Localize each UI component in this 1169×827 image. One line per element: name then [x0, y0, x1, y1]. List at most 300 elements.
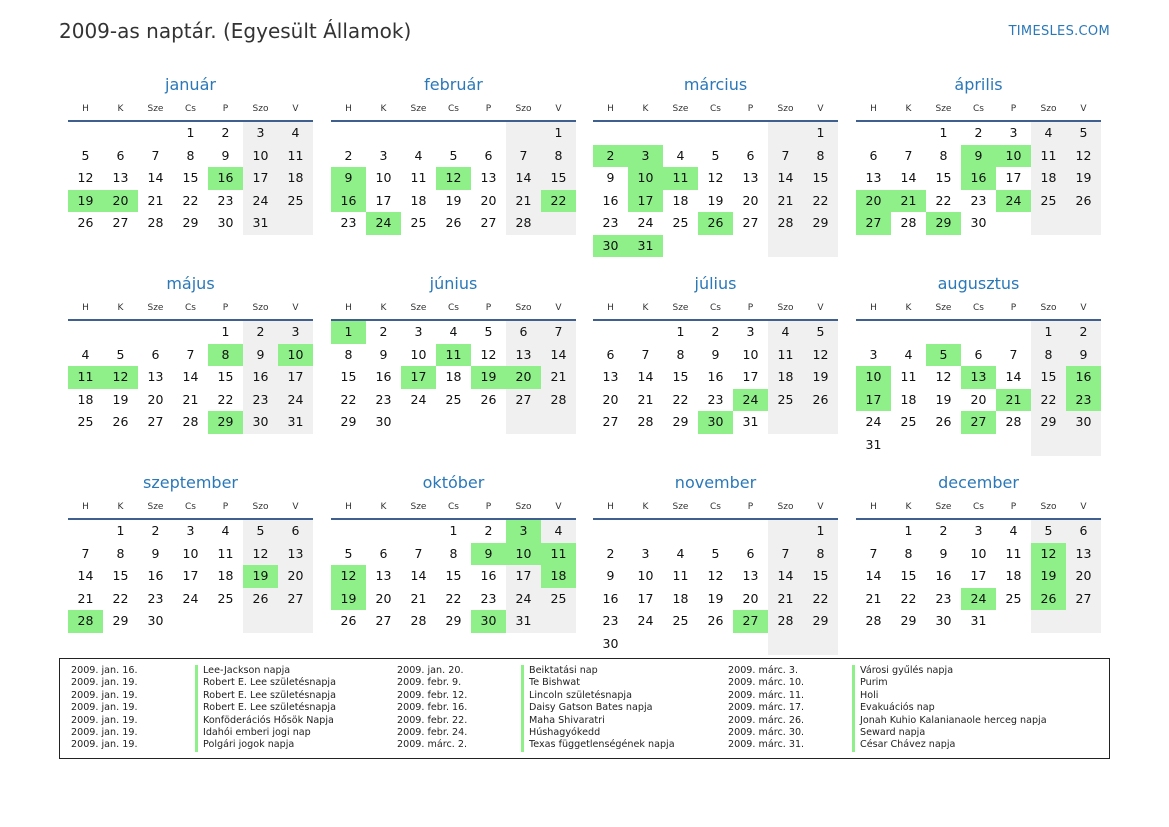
weekday-header [593, 301, 838, 321]
day-cell: 17 [243, 167, 278, 190]
month-calendar [68, 75, 313, 235]
legend-row [717, 739, 1047, 751]
holiday-day-cell: 29 [926, 212, 961, 235]
day-cell: 8 [939, 147, 948, 163]
day-cell: 21 [637, 391, 654, 407]
day-cell: 25 [410, 215, 427, 230]
legend-holiday-name: Idahói emberi jogi nap [195, 727, 311, 739]
legend-holiday-name: Maha Shivaratri [521, 715, 605, 727]
day-cell: 4 [449, 324, 458, 339]
day-cell: 23 [217, 192, 234, 208]
empty-cell [768, 633, 803, 656]
legend-row [386, 739, 675, 751]
day-cell: 6 [746, 545, 755, 561]
day-cell: 5 [1066, 122, 1101, 145]
day-cell: 17 [375, 192, 392, 208]
site-link[interactable]: TIMESLES.COM [1008, 24, 1110, 39]
weekday-label: Szo [1040, 104, 1057, 114]
month-name: február [424, 75, 483, 94]
day-cell: 15 [803, 167, 838, 190]
day-cell: 22 [445, 590, 462, 606]
day-cell: 6 [869, 147, 878, 163]
legend-row [717, 665, 1047, 677]
empty-cell [996, 212, 1031, 235]
day-cell: 13 [506, 344, 541, 367]
empty-cell [628, 321, 663, 344]
day-cell: 28 [541, 389, 576, 412]
holiday-day-cell: 8 [208, 344, 243, 367]
empty-cell [278, 610, 313, 633]
legend-holiday-name: Beiktatási nap [521, 665, 598, 677]
weekday-label: Szo [515, 104, 532, 114]
empty-cell [891, 122, 926, 145]
month-name: január [165, 75, 216, 94]
legend-row [60, 715, 336, 727]
day-cell: 9 [939, 545, 948, 561]
holiday-day-cell: 1 [331, 321, 366, 344]
empty-cell [996, 610, 1031, 633]
legend-date: 2009. jan. 16. [71, 665, 138, 676]
weekday-label: Sze [147, 303, 164, 313]
legend-date: 2009. jan. 19. [71, 714, 138, 726]
day-cell: 8 [676, 346, 685, 362]
day-cell: 2 [221, 125, 230, 140]
weekday-label: H [870, 502, 877, 512]
holiday-day-cell: 19 [331, 588, 366, 611]
day-cell: 7 [151, 147, 160, 163]
legend-holiday-name: Városi gyűlés napja [852, 665, 953, 677]
day-cell: 21 [182, 391, 199, 407]
empty-cell [926, 321, 961, 344]
day-cell: 14 [77, 568, 94, 583]
day-cell: 25 [541, 588, 576, 611]
holiday-day-cell: 19 [1031, 565, 1066, 588]
day-cell: 25 [1005, 590, 1022, 606]
holiday-day-cell: 20 [506, 366, 541, 389]
month-calendar [856, 274, 1101, 456]
holiday-day-cell: 24 [996, 190, 1031, 213]
legend-row [60, 665, 336, 677]
empty-cell [68, 321, 103, 344]
legend-holiday-name: Konföderációs Hősök Napja [195, 715, 334, 727]
holiday-day-cell: 16 [1066, 366, 1101, 389]
month-calendar [593, 75, 838, 257]
day-cell: 1 [221, 324, 230, 339]
legend-holiday-name: Texas függetlenségének napja [521, 739, 675, 751]
weekday-label: Cs [185, 104, 196, 114]
legend-holiday-name: Te Bishwat [521, 677, 580, 689]
legend-date: 2009. márc. 3. [728, 665, 798, 676]
day-cell: 28 [147, 215, 164, 230]
month-calendar [331, 274, 576, 434]
day-cell: 27 [147, 414, 164, 429]
day-cell: 26 [707, 613, 724, 628]
legend-row [386, 677, 675, 689]
empty-cell [243, 610, 278, 633]
day-cell: 15 [445, 568, 462, 583]
weekday-label: V [555, 104, 562, 114]
legend-row [717, 677, 1047, 689]
day-cell: 9 [379, 346, 388, 362]
day-cell: 6 [606, 346, 615, 362]
weekday-label: H [607, 303, 614, 313]
day-cell: 11 [1005, 545, 1022, 561]
day-grid [68, 122, 313, 235]
legend-holiday-name: Polgári jogok napja [195, 739, 294, 751]
day-cell: 10 [410, 346, 427, 362]
empty-cell [173, 321, 208, 344]
day-cell: 14 [410, 568, 427, 583]
day-cell: 29 [900, 613, 917, 628]
day-cell: 18 [672, 192, 689, 208]
weekday-label: V [817, 303, 824, 313]
empty-cell [593, 321, 628, 344]
holiday-day-cell: 29 [208, 411, 243, 434]
empty-cell [173, 610, 208, 633]
day-cell: 1 [186, 125, 195, 140]
day-cell: 14 [768, 167, 803, 190]
empty-cell [68, 520, 103, 543]
weekday-header [331, 500, 576, 520]
empty-cell [698, 122, 733, 145]
day-cell: 31 [970, 613, 987, 628]
weekday-label: P [222, 104, 229, 114]
weekday-header [331, 301, 576, 321]
day-cell: 17 [182, 568, 199, 583]
day-cell: 2 [243, 321, 278, 344]
weekday-header [68, 102, 313, 122]
weekday-label: H [607, 502, 614, 512]
weekday-label: H [345, 104, 352, 114]
day-cell: 17 [506, 565, 541, 588]
legend-date: 2009. febr. 16. [397, 702, 468, 714]
day-grid [68, 321, 313, 434]
day-cell: 14 [768, 565, 803, 588]
weekday-label: K [117, 104, 124, 114]
day-cell: 12 [1066, 145, 1101, 168]
day-cell: 19 [707, 590, 724, 606]
day-cell: 24 [410, 391, 427, 407]
legend-holiday-name: Jonah Kuhio Kalanianaole herceg napja [852, 715, 1047, 727]
day-cell: 27 [742, 215, 759, 230]
holiday-day-cell: 19 [471, 366, 506, 389]
day-cell: 24 [637, 215, 654, 230]
day-cell: 23 [340, 215, 357, 230]
holiday-day-cell: 21 [891, 190, 926, 213]
legend-holiday-name: Húshagyókedd [521, 727, 600, 739]
month-name: május [166, 274, 215, 293]
legend-row [386, 702, 675, 714]
day-cell: 14 [182, 369, 199, 384]
day-cell: 23 [602, 613, 619, 628]
empty-cell [856, 122, 891, 145]
holiday-day-cell: 12 [103, 366, 138, 389]
weekday-label: Szo [1040, 303, 1057, 313]
day-cell: 8 [541, 145, 576, 168]
day-cell: 24 [278, 389, 313, 412]
day-cell: 6 [974, 346, 983, 362]
day-cell: 19 [1066, 167, 1101, 190]
day-cell: 2 [606, 545, 615, 561]
weekday-label: P [747, 104, 754, 114]
day-cell: 10 [742, 346, 759, 362]
holiday-day-cell: 27 [856, 212, 891, 235]
empty-cell [768, 122, 803, 145]
day-cell: 23 [970, 192, 987, 208]
day-cell: 5 [484, 324, 493, 339]
day-cell: 21 [541, 366, 576, 389]
legend-column [386, 665, 675, 752]
day-cell: 22 [182, 192, 199, 208]
legend-date: 2009. jan. 20. [397, 665, 464, 676]
weekday-label: Szo [515, 303, 532, 313]
legend-date: 2009. febr. 24. [397, 726, 468, 738]
legend-row [60, 702, 336, 714]
empty-cell [401, 122, 436, 145]
legend-date: 2009. jan. 19. [71, 739, 138, 751]
day-cell: 24 [243, 190, 278, 213]
holiday-day-cell: 10 [278, 344, 313, 367]
empty-cell [208, 610, 243, 633]
weekday-label: K [380, 104, 387, 114]
day-cell: 22 [803, 190, 838, 213]
weekday-label: Szo [777, 303, 794, 313]
day-cell: 28 [182, 414, 199, 429]
day-cell: 28 [768, 212, 803, 235]
legend-holiday-name: César Chávez napja [852, 739, 955, 751]
day-cell: 12 [480, 346, 497, 362]
weekday-header [856, 500, 1101, 520]
day-grid [593, 122, 838, 257]
day-cell: 4 [768, 321, 803, 344]
holiday-day-cell: 27 [733, 610, 768, 633]
day-grid [331, 520, 576, 633]
day-cell: 8 [904, 545, 913, 561]
weekday-label: Cs [710, 502, 721, 512]
day-cell: 20 [1066, 565, 1101, 588]
weekday-label: P [485, 303, 492, 313]
day-cell: 29 [803, 212, 838, 235]
day-cell: 29 [803, 610, 838, 633]
day-cell: 12 [707, 568, 724, 583]
day-cell: 30 [935, 613, 952, 628]
day-cell: 12 [77, 170, 94, 185]
weekday-label: V [1080, 502, 1087, 512]
day-cell: 13 [480, 170, 497, 185]
weekday-label: H [607, 104, 614, 114]
day-cell: 9 [243, 344, 278, 367]
empty-cell [541, 411, 576, 434]
empty-cell [436, 411, 471, 434]
day-cell: 3 [974, 523, 983, 538]
holiday-day-cell: 24 [733, 389, 768, 412]
weekday-label: V [1080, 104, 1087, 114]
day-cell: 29 [340, 414, 357, 429]
day-cell: 22 [1031, 389, 1066, 412]
day-cell: 25 [900, 414, 917, 429]
month-name: augusztus [937, 274, 1020, 293]
day-cell: 8 [803, 145, 838, 168]
day-cell: 9 [1066, 344, 1101, 367]
day-cell: 26 [243, 588, 278, 611]
day-cell: 9 [151, 545, 160, 561]
day-cell: 23 [935, 590, 952, 606]
holiday-day-cell: 18 [541, 565, 576, 588]
day-cell: 4 [221, 523, 230, 538]
weekday-label: V [555, 502, 562, 512]
day-cell: 22 [900, 590, 917, 606]
weekday-header [856, 102, 1101, 122]
holiday-day-cell: 16 [961, 167, 996, 190]
day-cell: 5 [449, 147, 458, 163]
day-cell: 25 [445, 391, 462, 407]
day-cell: 11 [278, 145, 313, 168]
day-cell: 28 [900, 215, 917, 230]
day-cell: 15 [182, 170, 199, 185]
legend-holiday-name: Robert E. Lee születésnapja [195, 702, 336, 714]
holiday-day-cell: 11 [663, 167, 698, 190]
day-cell: 8 [186, 147, 195, 163]
day-cell: 9 [606, 170, 615, 185]
day-cell: 2 [711, 324, 720, 339]
day-cell: 16 [147, 568, 164, 583]
day-cell: 4 [278, 122, 313, 145]
day-cell: 1 [1031, 321, 1066, 344]
day-cell: 19 [707, 192, 724, 208]
weekday-label: V [1080, 303, 1087, 313]
legend-row [60, 690, 336, 702]
day-cell: 5 [81, 147, 90, 163]
holiday-day-cell: 11 [68, 366, 103, 389]
empty-cell [926, 434, 961, 457]
empty-cell [471, 411, 506, 434]
empty-cell [768, 235, 803, 258]
day-cell: 25 [217, 590, 234, 606]
empty-cell [103, 122, 138, 145]
weekday-label: Cs [448, 104, 459, 114]
weekday-label: H [345, 303, 352, 313]
weekday-label: Szo [252, 303, 269, 313]
empty-cell [856, 321, 891, 344]
day-cell: 5 [803, 321, 838, 344]
day-cell: 20 [742, 192, 759, 208]
legend-holiday-name: Evakuációs nap [852, 702, 935, 714]
empty-cell [1066, 610, 1101, 633]
day-cell: 7 [768, 543, 803, 566]
day-cell: 1 [676, 324, 685, 339]
weekday-label: Sze [935, 502, 952, 512]
day-cell: 13 [602, 369, 619, 384]
day-cell: 6 [278, 520, 313, 543]
day-cell: 6 [151, 346, 160, 362]
day-cell: 29 [672, 414, 689, 429]
weekday-label: Sze [410, 303, 427, 313]
day-cell: 1 [116, 523, 125, 538]
day-cell: 11 [672, 568, 689, 583]
day-cell: 14 [1005, 369, 1022, 384]
day-cell: 13 [742, 568, 759, 583]
day-cell: 3 [641, 545, 650, 561]
day-cell: 25 [278, 190, 313, 213]
weekday-label: P [1010, 303, 1017, 313]
weekday-label: Cs [710, 104, 721, 114]
day-cell: 10 [970, 545, 987, 561]
month-calendar [856, 473, 1101, 633]
day-cell: 22 [112, 590, 129, 606]
day-grid [593, 520, 838, 655]
day-cell: 15 [935, 170, 952, 185]
day-grid [68, 520, 313, 633]
day-cell: 8 [116, 545, 125, 561]
legend-date: 2009. febr. 9. [397, 677, 462, 689]
day-cell: 17 [278, 366, 313, 389]
legend-date: 2009. márc. 17. [728, 702, 805, 714]
weekday-label: Cs [710, 303, 721, 313]
holiday-day-cell: 9 [471, 543, 506, 566]
weekday-label: Cs [448, 303, 459, 313]
empty-cell [891, 434, 926, 457]
holiday-day-cell: 12 [331, 565, 366, 588]
day-cell: 20 [602, 391, 619, 407]
empty-cell [1031, 434, 1066, 457]
month-calendar [593, 473, 838, 655]
day-cell: 22 [672, 391, 689, 407]
empty-cell [803, 411, 838, 434]
weekday-label: V [292, 502, 299, 512]
day-cell: 18 [900, 391, 917, 407]
day-cell: 23 [243, 389, 278, 412]
holiday-day-cell: 20 [103, 190, 138, 213]
day-cell: 19 [935, 391, 952, 407]
weekday-label: K [117, 502, 124, 512]
day-cell: 11 [900, 369, 917, 384]
day-cell: 20 [970, 391, 987, 407]
day-cell: 2 [974, 125, 983, 140]
day-cell: 15 [112, 568, 129, 583]
empty-cell [891, 321, 926, 344]
empty-cell [996, 434, 1031, 457]
day-cell: 22 [217, 391, 234, 407]
weekday-label: K [380, 502, 387, 512]
day-cell: 27 [112, 215, 129, 230]
weekday-label: Sze [935, 303, 952, 313]
holiday-day-cell: 27 [961, 411, 996, 434]
day-cell: 26 [77, 215, 94, 230]
day-cell: 4 [1031, 122, 1066, 145]
empty-cell [471, 122, 506, 145]
weekday-label: K [905, 303, 912, 313]
day-cell: 16 [480, 568, 497, 583]
weekday-label: K [905, 104, 912, 114]
day-cell: 12 [707, 170, 724, 185]
day-cell: 18 [410, 192, 427, 208]
day-cell: 2 [344, 147, 353, 163]
day-cell: 13 [742, 170, 759, 185]
legend-holiday-name: Lincoln születésnapja [521, 690, 632, 702]
day-cell: 7 [81, 545, 90, 561]
day-cell: 13 [278, 543, 313, 566]
day-cell: 14 [147, 170, 164, 185]
legend-row [717, 727, 1047, 739]
day-cell: 31 [243, 212, 278, 235]
day-cell: 18 [1031, 167, 1066, 190]
day-cell: 25 [672, 215, 689, 230]
holiday-day-cell: 10 [856, 366, 891, 389]
day-cell: 13 [865, 170, 882, 185]
holiday-day-cell: 9 [961, 145, 996, 168]
weekday-label: H [82, 303, 89, 313]
holiday-day-cell: 30 [593, 235, 628, 258]
